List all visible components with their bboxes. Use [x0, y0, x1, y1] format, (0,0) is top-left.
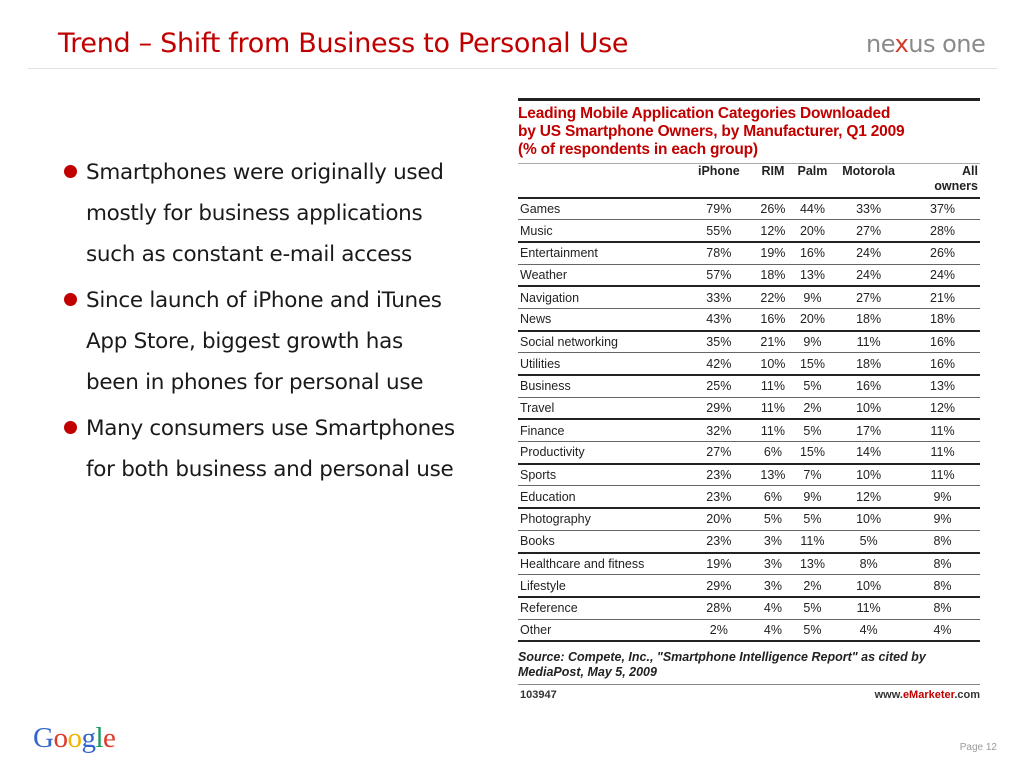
value-cell: 14%: [856, 445, 882, 460]
site-suffix: .com: [954, 689, 980, 702]
value-cell: 18%: [856, 312, 882, 327]
category-cell: Books: [520, 534, 555, 549]
value-cell: 37%: [930, 201, 956, 216]
value-cell: 13%: [930, 379, 956, 394]
value-cell: 4%: [859, 622, 878, 637]
table-row: [518, 464, 980, 486]
value-cell: 5%: [803, 622, 822, 637]
table-body: [518, 198, 980, 642]
value-cell: 5%: [803, 423, 822, 438]
value-cell: 55%: [706, 223, 732, 238]
bullet-text: Smartphones were originally used mostly for business applications such as constant e-mail access: [86, 160, 444, 267]
value-cell: 42%: [706, 356, 732, 371]
google-logo-letter: G: [33, 722, 54, 754]
value-cell: 13%: [799, 556, 825, 571]
table-row: [518, 353, 980, 375]
value-cell: 12%: [930, 401, 956, 416]
value-cell: 7%: [803, 468, 822, 483]
value-cell: 29%: [706, 578, 732, 593]
google-logo-letter: e: [103, 722, 116, 754]
value-cell: 4%: [763, 622, 782, 637]
category-cell: Music: [520, 223, 553, 238]
table-row: [518, 286, 980, 308]
table-source: Source: Compete, Inc., "Smartphone Intelligence Report" as cited by MediaPost, May 5, 2009: [518, 650, 980, 685]
value-cell: 27%: [856, 290, 882, 305]
category-cell: Travel: [520, 401, 555, 416]
value-cell: 10%: [856, 401, 882, 416]
value-cell: 3%: [763, 534, 782, 549]
bullet-text: Many consumers use Smartphones for both business and personal use: [86, 416, 455, 482]
value-cell: 5%: [803, 379, 822, 394]
column-header: Motorola: [842, 164, 896, 178]
column-header: RIM: [761, 164, 785, 178]
value-cell: 8%: [933, 534, 952, 549]
emarketer-logo: [875, 689, 980, 701]
value-cell: 27%: [856, 223, 882, 238]
value-cell: 20%: [799, 223, 825, 238]
category-cell: Weather: [520, 267, 568, 282]
category-cell: Healthcare and fitness: [520, 556, 645, 571]
value-cell: 11%: [800, 534, 825, 549]
value-cell: 18%: [856, 356, 882, 371]
value-cell: 11%: [930, 423, 955, 438]
category-cell: Productivity: [520, 445, 585, 460]
category-cell: Navigation: [520, 290, 580, 305]
table-row: [518, 220, 980, 242]
bullet-list: [60, 152, 500, 495]
value-cell: 11%: [856, 334, 881, 349]
bullet-dot-icon: [64, 165, 77, 178]
value-cell: 5%: [803, 601, 822, 616]
value-cell: 18%: [930, 312, 956, 327]
value-cell: 32%: [706, 423, 732, 438]
table-row: [518, 331, 980, 353]
table-row: [518, 575, 980, 597]
category-cell: Social networking: [520, 334, 618, 349]
value-cell: 19%: [760, 246, 786, 261]
value-cell: 5%: [859, 534, 878, 549]
table-row: [518, 419, 980, 441]
value-cell: 33%: [856, 201, 882, 216]
value-cell: 8%: [933, 556, 952, 571]
value-cell: 15%: [799, 356, 825, 371]
value-cell: 11%: [930, 468, 955, 483]
google-logo-letter: o: [67, 722, 82, 754]
table-row: [518, 242, 980, 264]
value-cell: 10%: [856, 512, 882, 527]
value-cell: 16%: [930, 356, 956, 371]
value-cell: 3%: [763, 578, 782, 593]
value-cell: 9%: [803, 489, 822, 504]
value-cell: 8%: [933, 601, 952, 616]
value-cell: 23%: [706, 468, 732, 483]
category-cell: Entertainment: [520, 246, 598, 261]
value-cell: 18%: [760, 267, 786, 282]
table-title: Leading Mobile Application Categories Downloaded by US Smartphone Owners, by Manufacturer, Q1 2009 (% of respondents in each group): [518, 105, 905, 158]
category-cell: Sports: [520, 468, 557, 483]
value-cell: 26%: [930, 246, 956, 261]
chart-id: 103947: [520, 689, 557, 702]
table-row: [518, 597, 980, 619]
table-row: [518, 375, 980, 397]
value-cell: 16%: [760, 312, 786, 327]
table-row: [518, 508, 980, 530]
value-cell: 24%: [856, 246, 882, 261]
column-header: [518, 164, 684, 198]
category-cell: Business: [520, 379, 571, 394]
table-row: [518, 308, 980, 330]
value-cell: 12%: [760, 223, 786, 238]
value-cell: 9%: [933, 489, 952, 504]
app-category-table: [518, 163, 980, 642]
value-cell: 5%: [803, 512, 822, 527]
value-cell: 33%: [706, 290, 732, 305]
value-cell: 6%: [763, 445, 782, 460]
value-cell: 57%: [706, 267, 732, 282]
bullet-item: [60, 152, 500, 275]
column-header: iPhone: [697, 164, 740, 178]
value-cell: 16%: [856, 379, 882, 394]
value-cell: 11%: [760, 423, 785, 438]
value-cell: 4%: [933, 622, 952, 637]
value-cell: 23%: [706, 534, 732, 549]
value-cell: 21%: [930, 290, 956, 305]
value-cell: 23%: [706, 489, 732, 504]
category-cell: Reference: [520, 601, 578, 616]
category-cell: Education: [520, 489, 576, 504]
value-cell: 2%: [803, 578, 822, 593]
value-cell: 43%: [706, 312, 732, 327]
value-cell: 22%: [760, 290, 786, 305]
table-header-row: [518, 164, 980, 198]
value-cell: 2%: [709, 622, 728, 637]
category-cell: Finance: [520, 423, 565, 438]
table-row: [518, 397, 980, 419]
google-logo: [33, 722, 115, 755]
value-cell: 24%: [930, 267, 956, 282]
value-cell: 79%: [706, 201, 732, 216]
value-cell: 19%: [706, 556, 732, 571]
value-cell: 12%: [856, 489, 882, 504]
bullet-dot-icon: [64, 293, 77, 306]
google-logo-letter: o: [53, 722, 68, 754]
value-cell: 6%: [763, 489, 782, 504]
value-cell: 10%: [760, 356, 786, 371]
category-cell: News: [520, 312, 552, 327]
value-cell: 26%: [760, 201, 786, 216]
category-cell: Lifestyle: [520, 578, 566, 593]
value-cell: 35%: [706, 334, 732, 349]
value-cell: 4%: [763, 601, 782, 616]
value-cell: 21%: [760, 334, 786, 349]
table-row: [518, 486, 980, 508]
bullet-text: Since launch of iPhone and iTunes App Store, biggest growth has been in phones for personal use: [86, 288, 442, 395]
value-cell: 24%: [856, 267, 882, 282]
value-cell: 20%: [706, 512, 732, 527]
table-row: [518, 198, 980, 220]
value-cell: 16%: [930, 334, 956, 349]
value-cell: 11%: [760, 379, 785, 394]
google-logo-letter: l: [95, 722, 104, 754]
table-row: [518, 530, 980, 552]
google-logo-letter: g: [81, 722, 96, 754]
table-top-rule: [518, 98, 980, 101]
value-cell: 25%: [706, 379, 732, 394]
bullet-dot-icon: [64, 421, 77, 434]
value-cell: 29%: [706, 401, 732, 416]
value-cell: 9%: [803, 290, 822, 305]
value-cell: 28%: [930, 223, 956, 238]
value-cell: 17%: [856, 423, 882, 438]
value-cell: 13%: [799, 267, 825, 282]
column-header: All owners: [934, 164, 978, 193]
bullet-item: [60, 408, 500, 490]
data-table-figure: [518, 98, 980, 706]
table-footer: [518, 688, 980, 706]
value-cell: 16%: [799, 246, 825, 261]
logo-x-letter: x: [894, 30, 909, 58]
category-cell: Photography: [520, 512, 591, 527]
header-divider: [28, 68, 998, 69]
value-cell: 8%: [859, 556, 878, 571]
site-prefix: www.: [874, 689, 903, 702]
category-cell: Utilities: [520, 356, 561, 371]
value-cell: 5%: [763, 512, 782, 527]
category-cell: Other: [520, 622, 552, 637]
column-header: Palm: [797, 164, 828, 178]
value-cell: 44%: [799, 201, 825, 216]
bullet-item: [60, 280, 500, 403]
slide-title: Trend – Shift from Business to Personal Use: [58, 28, 629, 59]
table-row: [518, 619, 980, 641]
value-cell: 10%: [856, 468, 882, 483]
value-cell: 2%: [803, 401, 822, 416]
table-row: [518, 264, 980, 286]
category-cell: Games: [520, 201, 561, 216]
value-cell: 8%: [933, 578, 952, 593]
value-cell: 15%: [799, 445, 825, 460]
value-cell: 27%: [706, 445, 732, 460]
value-cell: 3%: [763, 556, 782, 571]
nexus-one-logo: nexus one: [866, 30, 986, 58]
value-cell: 10%: [856, 578, 882, 593]
site-brand: eMarketer: [902, 689, 955, 702]
value-cell: 11%: [930, 445, 955, 460]
value-cell: 11%: [760, 401, 785, 416]
value-cell: 20%: [799, 312, 825, 327]
table-row: [518, 442, 980, 464]
value-cell: 9%: [933, 512, 952, 527]
value-cell: 28%: [706, 601, 732, 616]
value-cell: 78%: [706, 246, 732, 261]
value-cell: 11%: [856, 601, 881, 616]
table-row: [518, 553, 980, 575]
page-number: Page 12: [959, 742, 997, 753]
value-cell: 9%: [803, 334, 822, 349]
value-cell: 13%: [760, 468, 786, 483]
